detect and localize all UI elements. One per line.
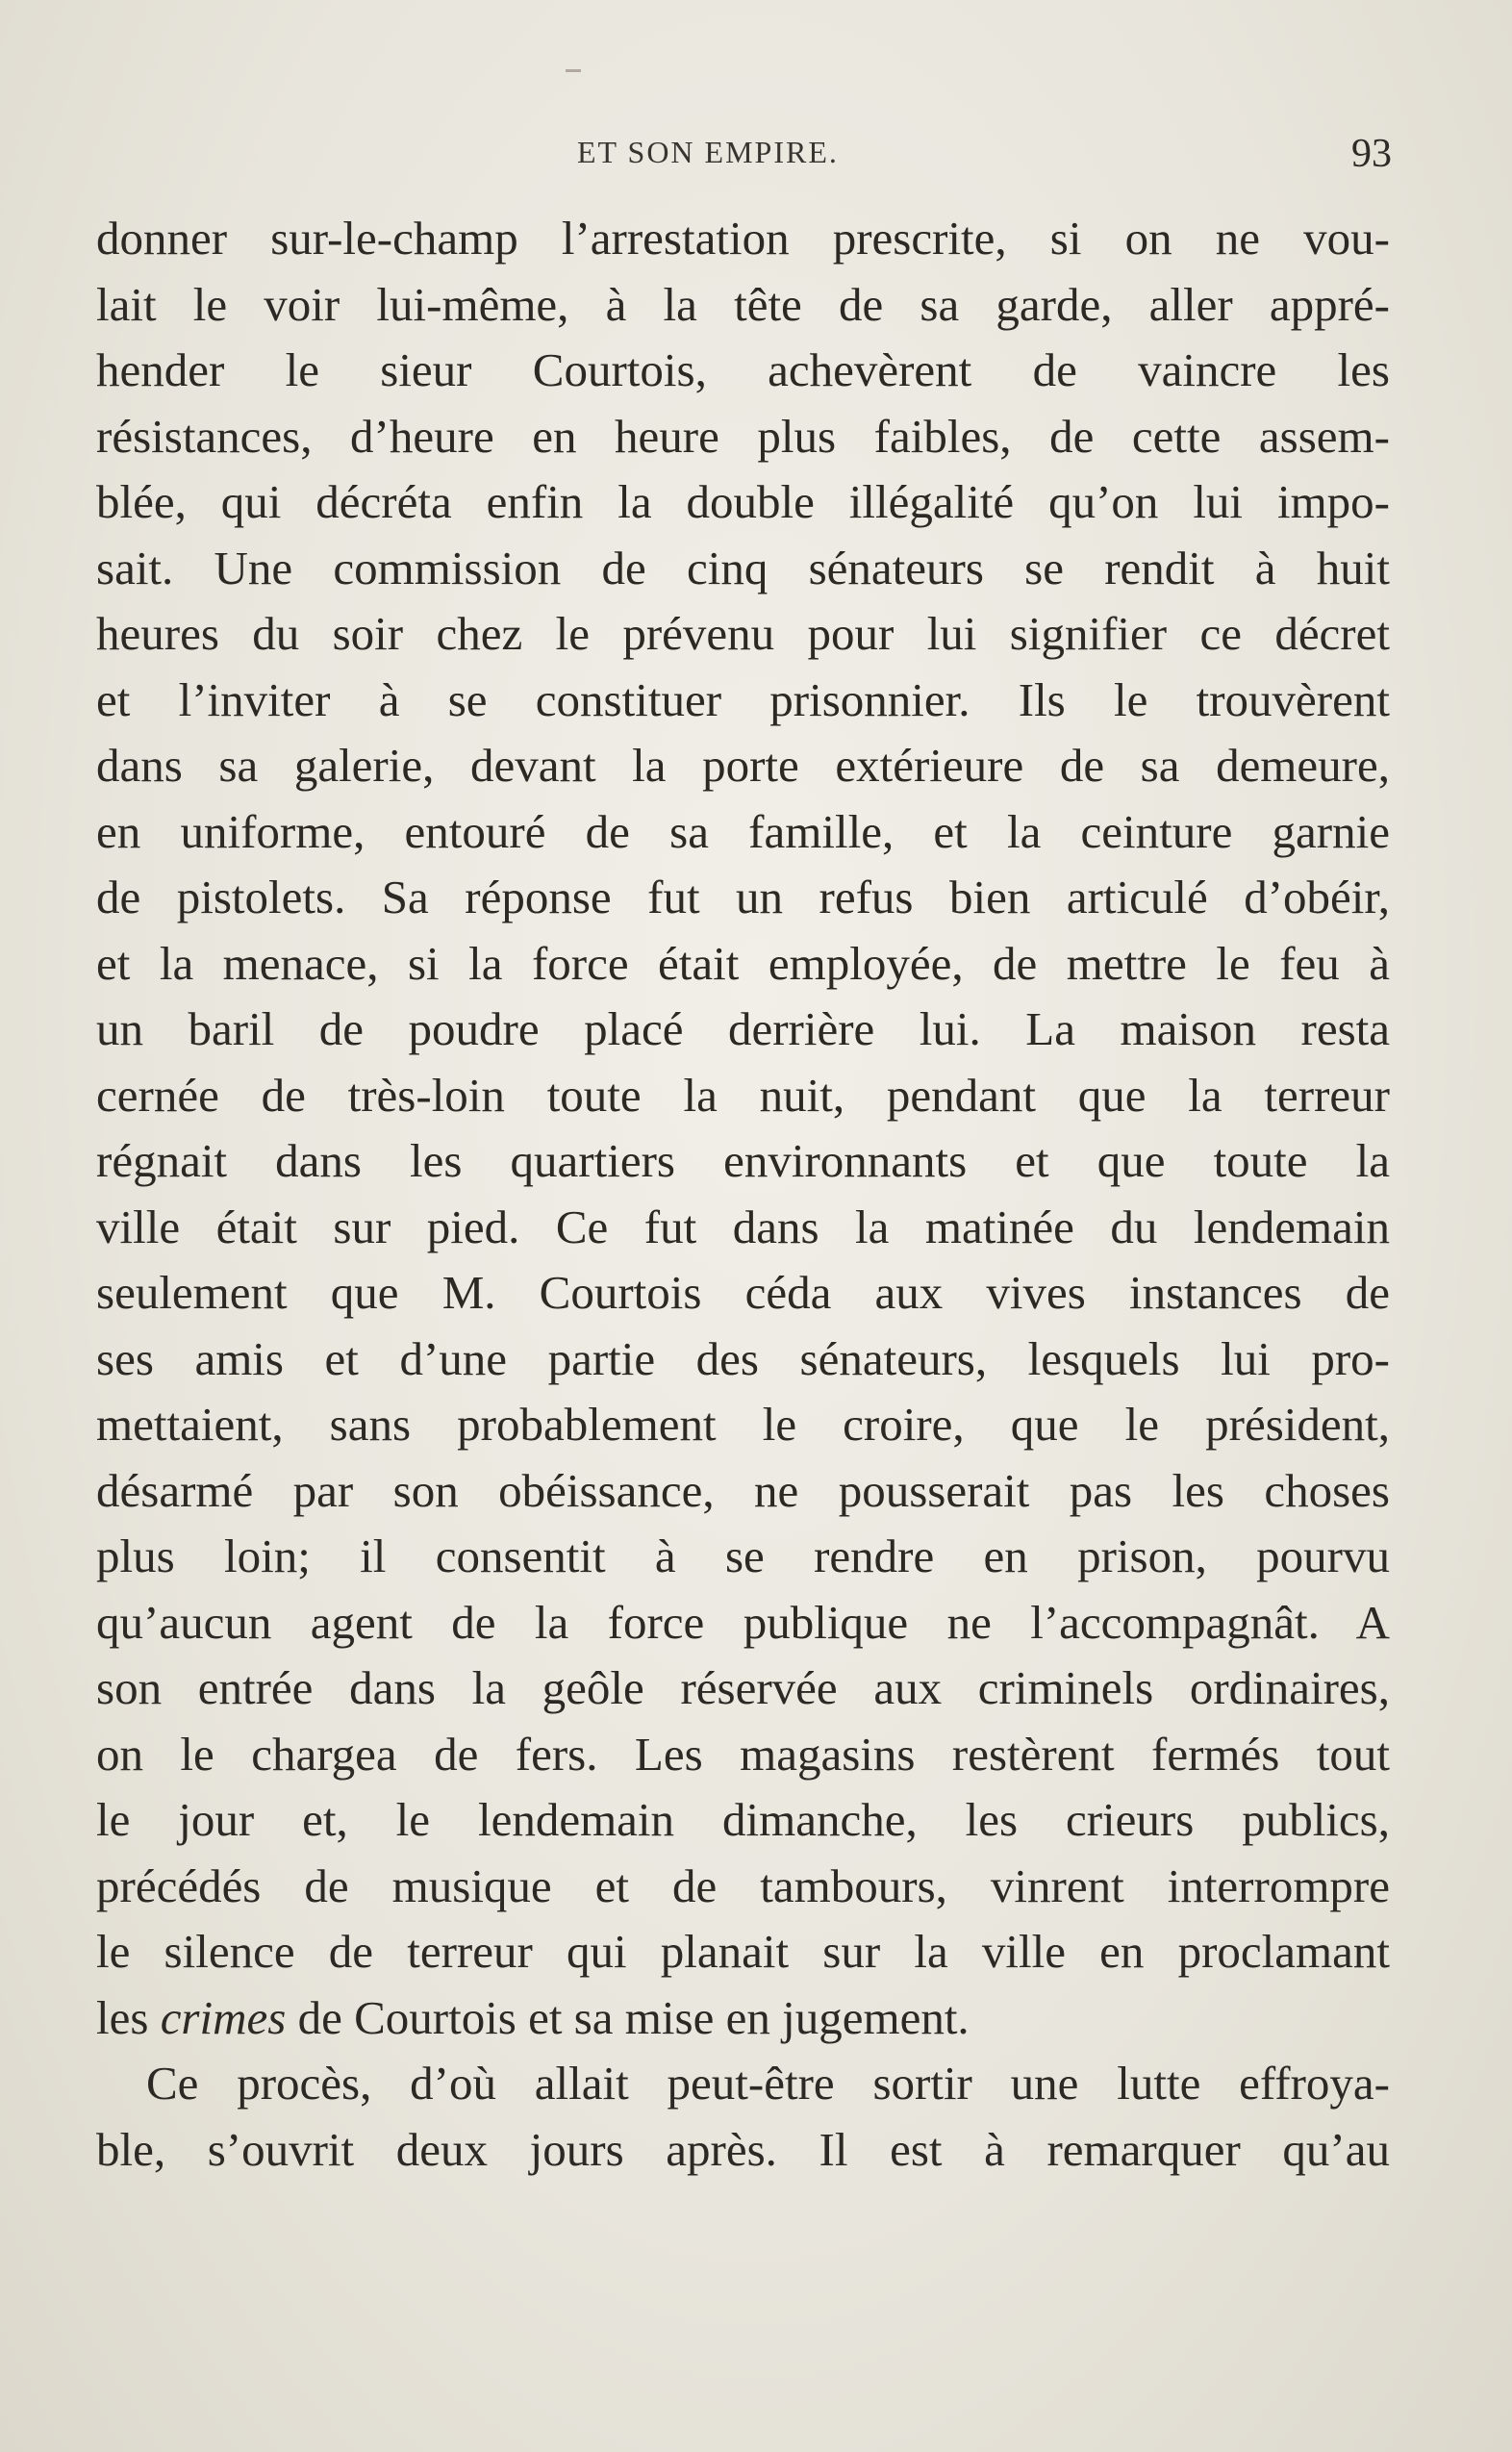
text-line: seulement que M. Courtois céda aux vives instances de [96,1266,1390,1319]
text-line: on le chargea de fers. Les magasins restèrent fermés tout [96,1727,1390,1781]
text-line: précédés de musique et de tambours, vinrent interrompre [96,1858,1390,1912]
text-line: hender le sieur Courtois, achevèrent de vaincre les [96,343,1390,396]
page-number: 93 [1351,132,1392,176]
text-line: mettaient, sans probablement le croire, que le président, [96,1398,1390,1451]
text-line: Ce procès, d’où allait peut-être sortir une lutte effroya- [146,2057,1390,2110]
text-line: cernée de très-loin toute la nuit, pendant que la terreur [96,1068,1390,1122]
text-line: sait. Une commission de cinq sénateurs se rendit à huit [96,541,1390,594]
text-line: plus loin; il consentit à se rendre en prison, pourvu [96,1529,1390,1582]
text-line: qu’aucun agent de la force publique ne l’accompagnât. A [96,1595,1390,1649]
text-line: le jour et, le lendemain dimanche, les crieurs publics, [96,1793,1390,1846]
italic-word: crimes [160,1990,287,2044]
paragraph-1 [96,206,1390,2051]
text-line: ville était sur pied. Ce fut dans la matinée du lendemain [96,1200,1390,1253]
text-line: en uniforme, entouré de sa famille, et la ceinture garnie [96,804,1390,858]
margin-mark [566,69,581,72]
text-line: ble, s’ouvrit deux jours après. Il est à remarquer qu’au [96,2122,1390,2176]
text-line: désarmé par son obéissance, ne pousserait pas les choses [96,1463,1390,1517]
text-line: son entrée dans la geôle réservée aux criminels ordinaires, [96,1661,1390,1714]
text-line: de pistolets. Sa réponse fut un refus bien articulé d’obéir, [96,871,1390,923]
body-text [96,206,1390,2183]
page-header [0,132,1512,176]
text-line: blée, qui décréta enfin la double illégalité qu’on lui impo- [96,475,1390,528]
text-line: heures du soir chez le prévenu pour lui signifier ce décret [96,607,1390,660]
text-line: ses amis et d’une partie des sénateurs, lesquels lui pro- [96,1331,1390,1385]
text-fragment: de Courtois et sa mise en jugement. [286,1990,970,2044]
text-line: le silence de terreur qui planait sur la ville en proclamant [96,1925,1390,1978]
text-line: un baril de poudre placé derrière lui. La maison resta [96,1002,1390,1055]
text-line: résistances, d’heure en heure plus faibles, de cette assem- [96,409,1390,463]
text-line: donner sur-le-champ l’arrestation prescrite, si on ne vou- [96,212,1390,265]
text-line: et l’inviter à se constituer prisonnier. Ils le trouvèrent [96,672,1390,726]
text-line-last [96,1985,1390,2052]
text-line: dans sa galerie, devant la porte extérieure de sa demeure, [96,739,1390,792]
paragraph-2 [96,2051,1390,2183]
text-fragment: les [96,1990,161,2044]
text-line: régnait dans les quartiers environnants et que toute la [96,1134,1390,1187]
running-head: ET SON EMPIRE. [577,135,839,169]
text-line: et la menace, si la force était employée, de mettre le feu à [96,936,1390,990]
text-line: lait le voir lui-même, à la tête de sa garde, aller appré- [96,277,1390,331]
